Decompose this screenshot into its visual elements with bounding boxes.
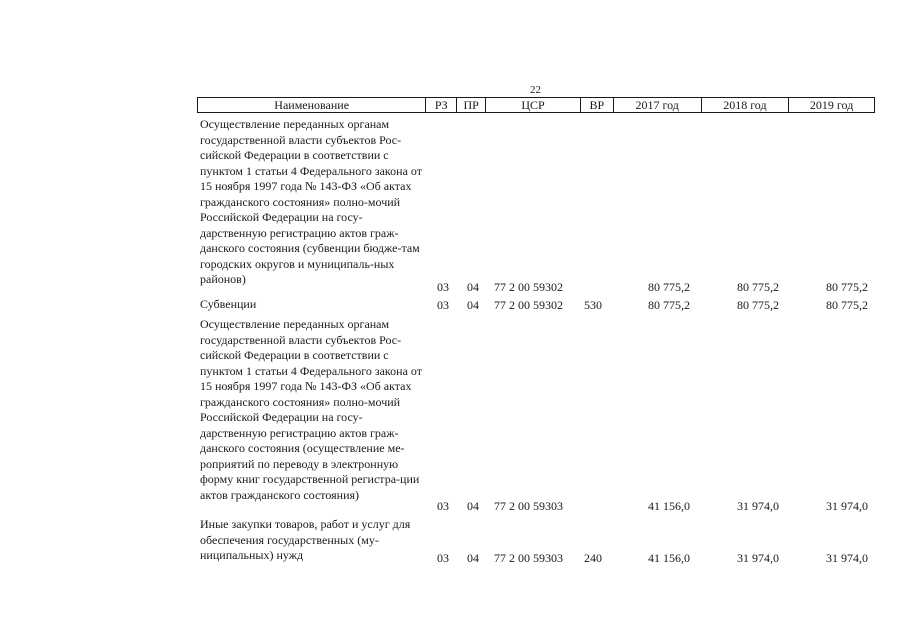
row-rz: 03 — [437, 550, 449, 565]
row-pr: 04 — [467, 279, 479, 294]
row-rz: 03 — [437, 297, 449, 312]
header-rz: РЗ — [426, 98, 457, 112]
row-name: Осуществление переданных органам государственной власти субъектов Рос-сийской Федерации в соответствии с пунктом 1 статьи 4 Федерального закона от 15 ноября 1997 года № 143-ФЗ «Об актах гражданского состояния» полно-мочий Российской Федерации на госу-дарственную регистрацию актов граж-данского состояния (осуществление ме-роприятий по переводу в электронную форму книг государственной регистра-ции актов гражданского состояния) — [200, 317, 422, 502]
header-name: Наименование — [198, 98, 426, 112]
row-csr: 77 2 00 59303 — [494, 498, 563, 513]
row-2018: 80 775,2 — [737, 279, 779, 294]
table-row — [197, 317, 875, 514]
table-header — [197, 97, 875, 113]
row-2018: 31 974,0 — [737, 498, 779, 513]
row-pr: 04 — [467, 550, 479, 565]
header-pr: ПР — [457, 98, 486, 112]
row-name: Субвенции — [200, 297, 257, 311]
row-pr: 04 — [467, 297, 479, 312]
row-2017: 41 156,0 — [648, 550, 690, 565]
row-2018: 80 775,2 — [737, 297, 779, 312]
row-2019: 31 974,0 — [826, 550, 868, 565]
row-2018: 31 974,0 — [737, 550, 779, 565]
row-2019: 31 974,0 — [826, 498, 868, 513]
row-csr: 77 2 00 59303 — [494, 550, 563, 565]
row-2019: 80 775,2 — [826, 297, 868, 312]
row-vr: 240 — [584, 550, 602, 565]
row-2017: 80 775,2 — [648, 279, 690, 294]
row-name: Иные закупки товаров, работ и услуг для обеспечения государственных (му-ниципальных) нужд — [200, 517, 411, 562]
header-vr: ВР — [581, 98, 614, 112]
row-rz: 03 — [437, 498, 449, 513]
header-csr: ЦСР — [486, 98, 581, 112]
header-2019: 2019 год — [809, 98, 854, 112]
table-row — [197, 517, 875, 566]
row-vr: 530 — [584, 297, 602, 312]
row-csr: 77 2 00 59302 — [494, 297, 563, 312]
row-2017: 41 156,0 — [648, 498, 690, 513]
row-name: Осуществление переданных органам государственной власти субъектов Рос-сийской Федерации в соответствии с пунктом 1 статьи 4 Федерального закона от 15 ноября 1997 года № 143-ФЗ «Об актах гражданского состояния» полно-мочий Российской Федерации на госу-дарственную регистрацию актов граж-данского состояния (субвенции бюдже-там городских округов и муниципаль-ных районов) — [200, 117, 422, 286]
header-2017: 2017 год — [614, 98, 702, 112]
table-row — [197, 117, 875, 295]
page-number: 22 — [530, 84, 541, 96]
row-2017: 80 775,2 — [648, 297, 690, 312]
header-2018: 2018 год — [702, 98, 790, 112]
row-pr: 04 — [467, 498, 479, 513]
row-csr: 77 2 00 59302 — [494, 279, 563, 294]
row-rz: 03 — [437, 279, 449, 294]
table-row — [197, 297, 875, 313]
row-2019: 80 775,2 — [826, 279, 868, 294]
